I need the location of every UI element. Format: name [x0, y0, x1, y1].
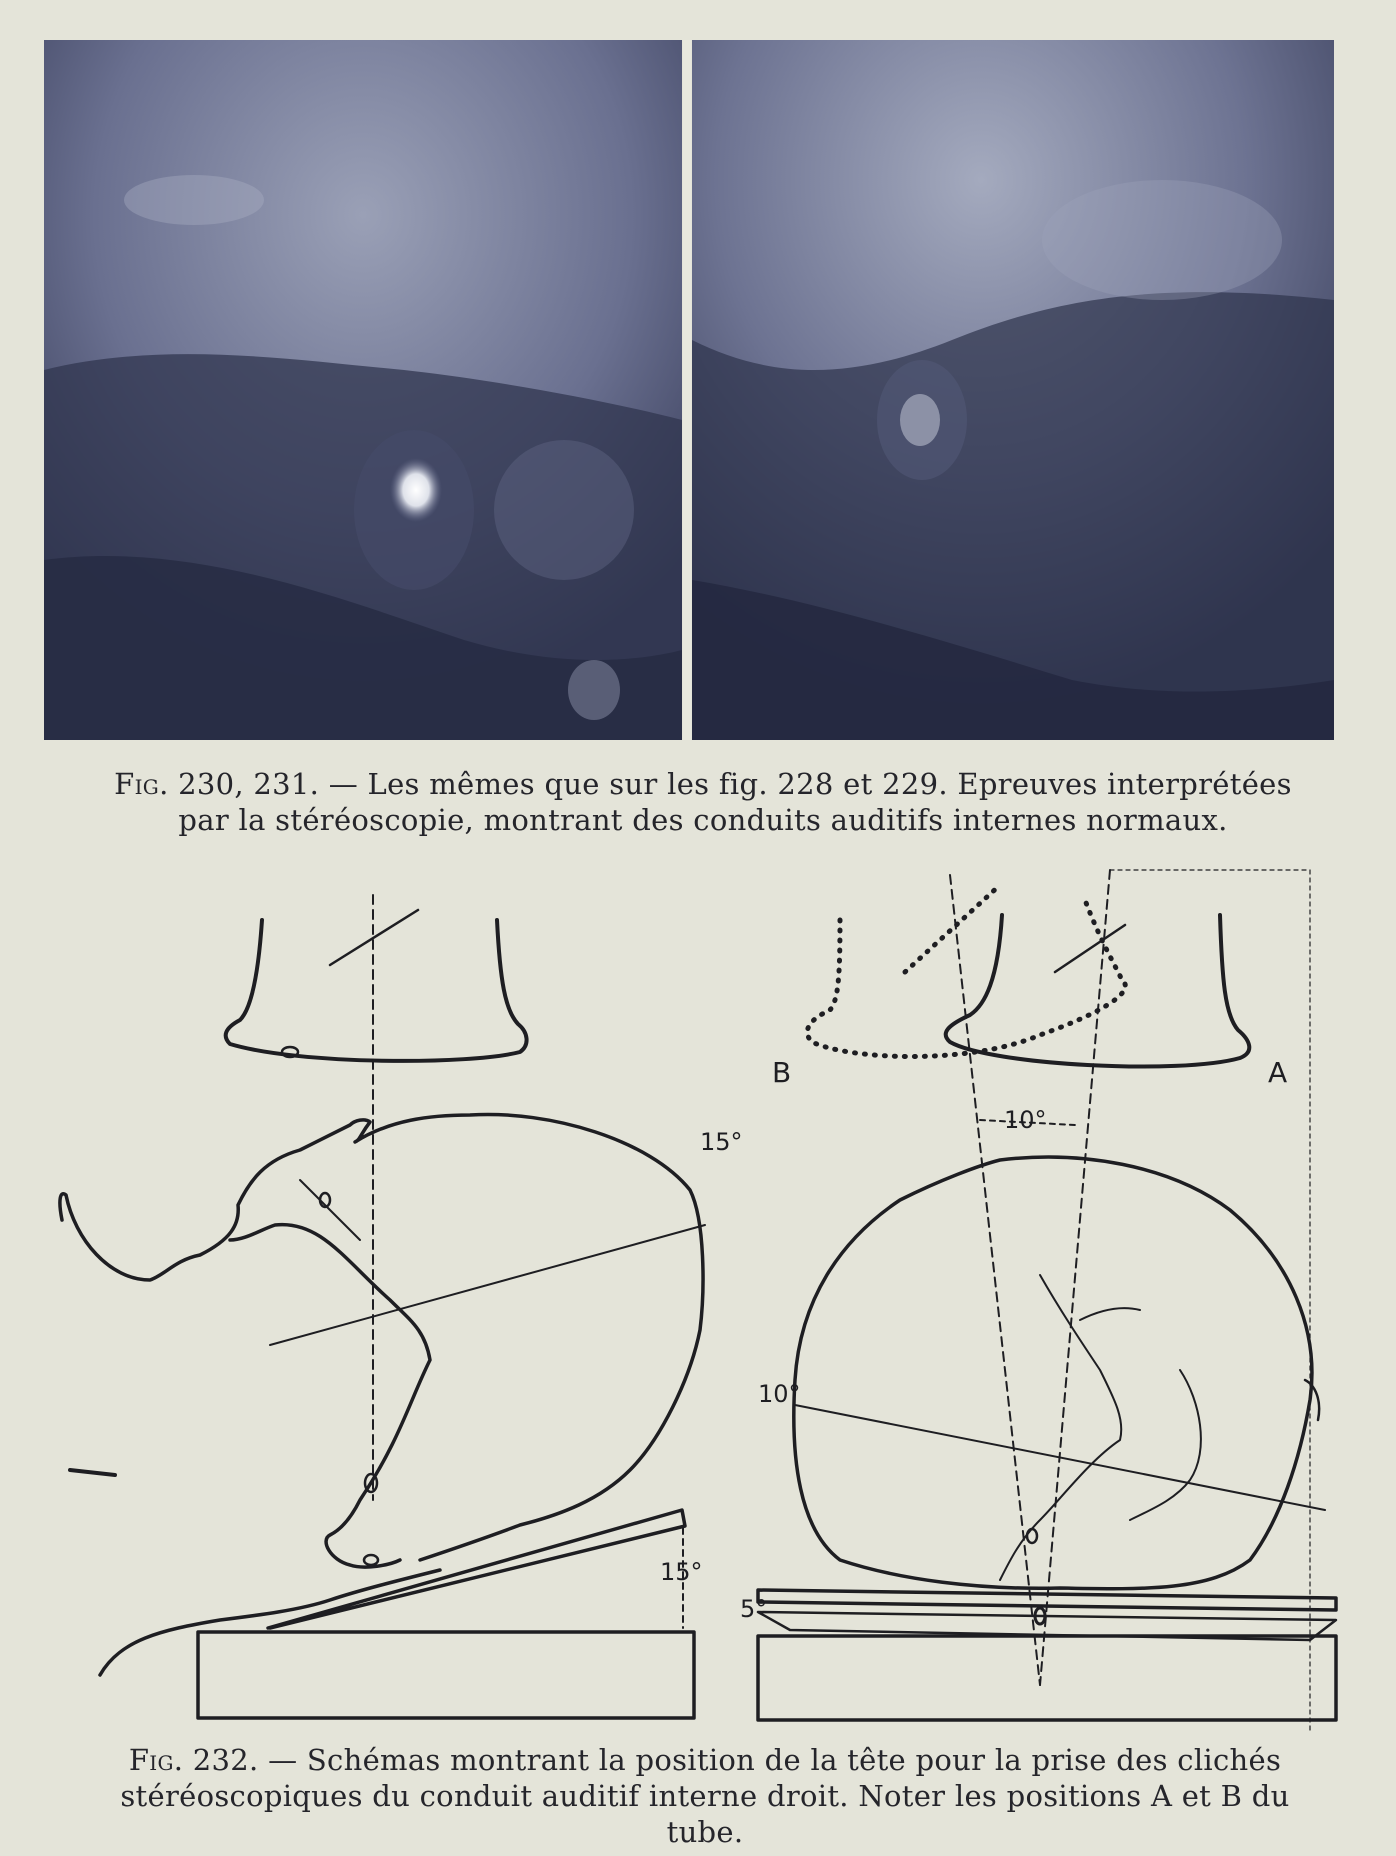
caption-text: — Les mêmes que sur les fig. 228 et 229. Epreuves interprétées par la stéréoscopie, montrant des conduits auditifs internes normaux.	[178, 767, 1292, 837]
figure-ref: Fig. 232.	[128, 1743, 259, 1777]
caption-fig-232	[80, 1742, 1330, 1850]
positioning-diagram	[0, 860, 1396, 1740]
angle-label-head-right: 10°	[758, 1380, 801, 1408]
tube-left	[226, 920, 527, 1061]
head-right	[794, 1157, 1319, 1589]
angle-label-tube: 10°	[1004, 1106, 1047, 1134]
head-left	[60, 1114, 703, 1675]
angle-label-head-left: 15°	[700, 1128, 743, 1156]
position-b-label: B	[772, 1056, 792, 1089]
tube-right-a	[946, 915, 1250, 1067]
position-a-label: A	[1268, 1056, 1288, 1089]
stereo-radiograph-pair	[44, 40, 1334, 740]
radiograph-left	[44, 40, 682, 740]
caption-fig-230-231	[88, 766, 1318, 838]
radiograph-right	[692, 40, 1334, 740]
angle-label-table-left: 15°	[660, 1558, 703, 1586]
caption-text: — Schémas montrant la position de la tête pour la prise des clichés stéréoscopiques du conduit auditif interne droit. Noter les positions A et B du tube.	[120, 1743, 1290, 1849]
figure-ref: Fig. 230, 231.	[114, 767, 320, 801]
angle-label-table-right: 5°	[740, 1595, 768, 1623]
photo-divider	[683, 40, 691, 740]
